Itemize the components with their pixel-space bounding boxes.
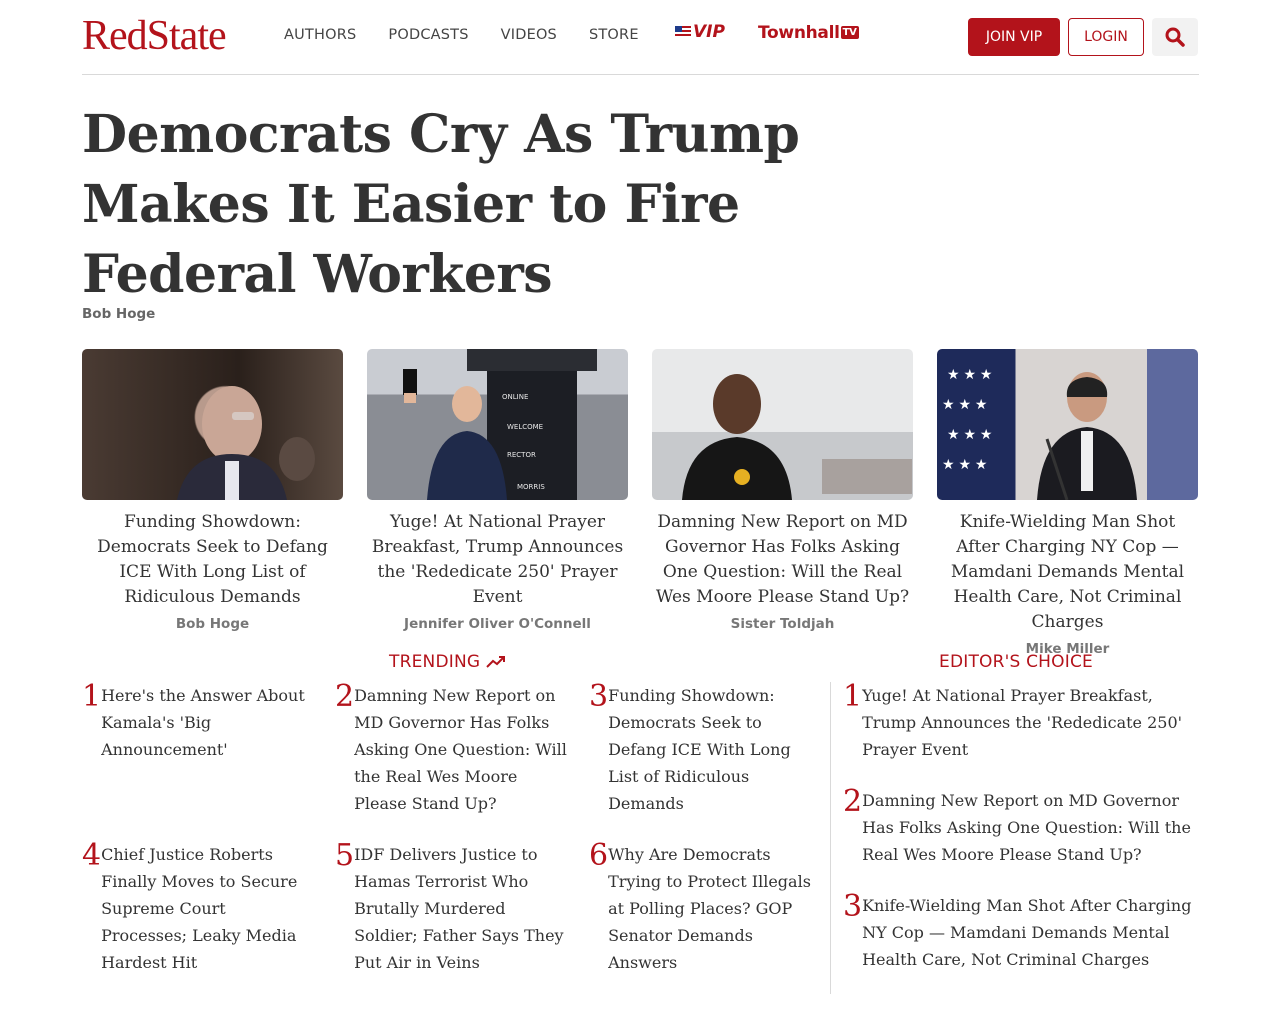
story-title[interactable]: Knife-Wielding Man Shot After Charging NY Cop — Mamdani Demands Mental Health Care, Not Criminal Charges (950, 512, 1185, 632)
editors-choice-item[interactable] (843, 784, 1199, 868)
trending-up-icon (486, 655, 506, 669)
townhall-label: Townhall (758, 23, 840, 43)
editors-choice-link[interactable]: Knife-Wielding Man Shot After Charging NY Cop — Mamdani Demands Mental Health Care, Not Criminal Charges (862, 896, 1192, 969)
story-cards (82, 349, 1199, 657)
join-vip-button[interactable]: JOIN VIP (968, 18, 1060, 56)
story-image[interactable] (82, 349, 343, 500)
story-author[interactable]: Mike Miller (1025, 641, 1110, 657)
svg-text:★ ★ ★: ★ ★ ★ (947, 426, 993, 442)
story-card[interactable] (652, 349, 913, 657)
trending-rank: 2 (335, 679, 355, 714)
editors-choice-heading: EDITOR'S CHOICE (939, 652, 1093, 672)
site-header (82, 0, 1199, 75)
editors-choice-link[interactable]: Damning New Report on MD Governor Has Folks Asking One Question: Will the Real Wes Moore Please Stand Up? (862, 791, 1191, 864)
vip-label: VIP (693, 22, 725, 42)
story-title[interactable]: Funding Showdown: Democrats Seek to Defang ICE With Long List of Ridiculous Demands (97, 512, 328, 607)
story-photo (937, 349, 1198, 500)
trending-link[interactable]: IDF Delivers Justice to Hamas Terrorist Who Brutally Murdered Soldier; Father Says They Put Air in Veins (354, 845, 564, 972)
trending-item[interactable] (335, 838, 567, 976)
tv-badge: TV (842, 27, 857, 38)
search-button[interactable] (1152, 18, 1198, 56)
trending-item[interactable] (82, 679, 312, 763)
story-card[interactable] (367, 349, 628, 657)
site-logo[interactable] (82, 12, 226, 60)
svg-text:RECTOR: RECTOR (507, 451, 536, 459)
trending-link[interactable]: Damning New Report on MD Governor Has Folks Asking One Question: Will the Real Wes Moore Please Stand Up? (354, 686, 567, 813)
trending-link[interactable]: Why Are Democrats Trying to Protect Illegals at Polling Places? GOP Senator Demands Answers (608, 845, 811, 972)
search-icon (1165, 27, 1185, 47)
svg-text:★ ★ ★: ★ ★ ★ (947, 366, 993, 382)
trending-heading (389, 652, 506, 672)
nav-videos[interactable]: VIDEOS (500, 27, 557, 43)
trending-rank: 3 (589, 679, 609, 714)
trending-rank: 1 (82, 679, 102, 714)
editors-choice-rank: 2 (843, 784, 863, 819)
flag-icon (675, 26, 691, 38)
nav-vip[interactable] (675, 22, 725, 42)
trending-link[interactable]: Chief Justice Roberts Finally Moves to Secure Supreme Court Processes; Leaky Media Hardest Hit (101, 845, 298, 972)
trending-rank: 6 (589, 838, 609, 873)
headline-author[interactable]: Bob Hoge (82, 306, 156, 322)
trending-label: TRENDING (389, 652, 481, 672)
trending-rank: 5 (335, 838, 355, 873)
story-photo (367, 349, 628, 500)
story-author[interactable]: Bob Hoge (175, 616, 250, 632)
trending-item[interactable] (335, 679, 567, 817)
nav-podcasts[interactable]: PODCASTS (388, 27, 469, 43)
nav-townhall-tv[interactable] (758, 23, 859, 43)
nav-store[interactable]: STORE (588, 27, 639, 43)
story-image[interactable] (652, 349, 913, 500)
logo-red: Red (82, 13, 147, 59)
story-photo (82, 349, 343, 500)
editors-choice-item[interactable] (843, 889, 1199, 973)
editors-choice-item[interactable] (843, 679, 1199, 763)
svg-text:ONLINE: ONLINE (502, 393, 529, 401)
trending-link[interactable]: Here's the Answer About Kamala's 'Big Announcement' (101, 686, 305, 759)
story-title[interactable]: Yuge! At National Prayer Breakfast, Trump Announces the 'Rededicate 250' Prayer Event (371, 512, 624, 607)
article-headline[interactable]: Democrats Cry As Trump Makes It Easier to Fire Federal Workers (82, 104, 800, 305)
trending-item[interactable] (589, 838, 815, 976)
story-image[interactable] (367, 349, 628, 500)
story-photo (652, 349, 913, 500)
svg-text:★ ★ ★: ★ ★ ★ (942, 396, 988, 412)
editors-choice-rank: 3 (843, 889, 863, 924)
editors-choice-rank: 1 (843, 679, 863, 714)
story-card[interactable] (82, 349, 343, 657)
login-button[interactable]: LOGIN (1068, 18, 1144, 56)
logo-state: State (146, 13, 226, 59)
svg-text:WELCOME: WELCOME (507, 423, 544, 431)
story-author[interactable]: Sister Toldjah (730, 616, 835, 632)
editors-choice-link[interactable]: Yuge! At National Prayer Breakfast, Trump Announces the 'Rededicate 250' Prayer Event (862, 686, 1183, 759)
trending-link[interactable]: Funding Showdown: Democrats Seek to Defang ICE With Long List of Ridiculous Demands (608, 686, 791, 813)
story-title[interactable]: Damning New Report on MD Governor Has Folks Asking One Question: Will the Real Wes Moore Please Stand Up? (655, 512, 910, 607)
trending-item[interactable] (82, 838, 312, 976)
svg-text:★ ★ ★: ★ ★ ★ (942, 456, 988, 472)
story-image[interactable] (937, 349, 1198, 500)
trending-rank: 4 (82, 838, 102, 873)
column-divider (830, 682, 831, 994)
story-author[interactable]: Jennifer Oliver O'Connell (404, 616, 591, 632)
nav-authors[interactable]: AUTHORS (284, 27, 357, 43)
story-card[interactable] (937, 349, 1198, 657)
svg-text:MORRIS: MORRIS (517, 483, 545, 491)
trending-item[interactable] (589, 679, 815, 817)
main-nav (284, 27, 671, 43)
